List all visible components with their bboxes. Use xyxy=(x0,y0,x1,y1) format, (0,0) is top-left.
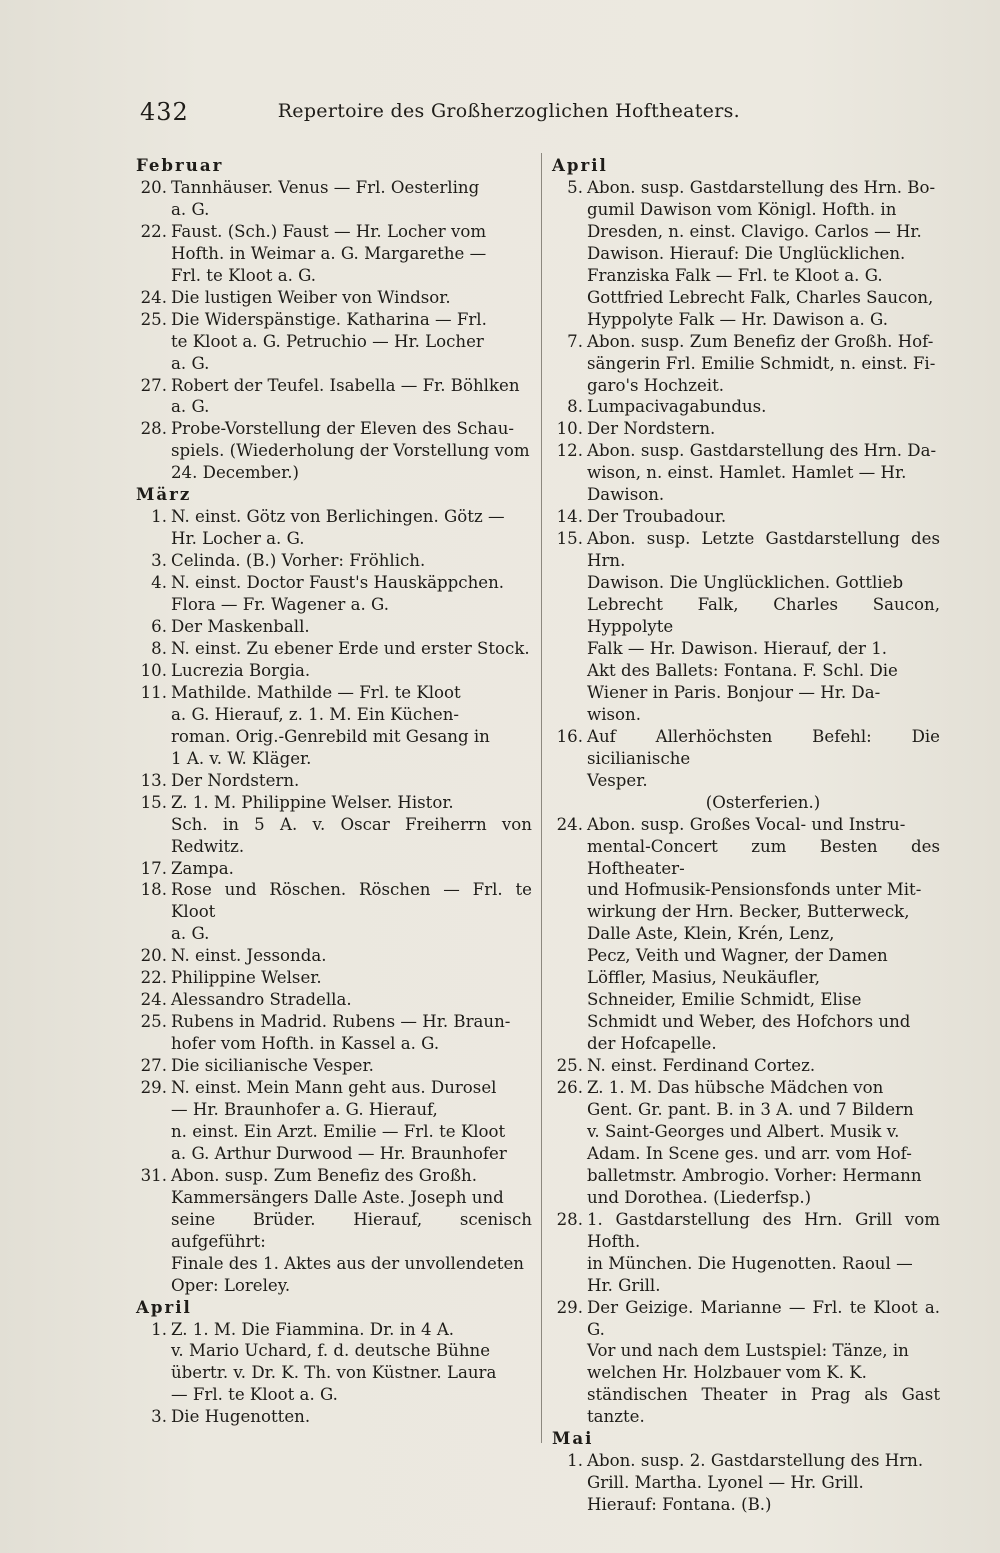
entry-line: Die lustigen Weiber von Windsor. xyxy=(171,287,451,307)
entry-line: Franziska Falk — Frl. te Kloot a. G. xyxy=(587,265,883,285)
entry-text xyxy=(171,1319,532,1407)
entry-line: v. Saint-Georges und Albert. Musik v. xyxy=(587,1121,900,1141)
entry-text xyxy=(171,879,532,945)
entry-line: Zampa. xyxy=(171,858,234,878)
entry-line: N. einst. Mein Mann geht aus. Durosel xyxy=(171,1078,497,1098)
repertoire-entry xyxy=(134,1077,532,1165)
entry-date: 4. xyxy=(151,573,167,593)
entry-line: — Hr. Braunhofer a. G. Hierauf, xyxy=(171,1099,438,1119)
entry-date: 1. xyxy=(567,1451,583,1471)
entry-date: 10. xyxy=(140,660,167,680)
entry-line: Hr. Grill. xyxy=(587,1275,661,1295)
entry-text xyxy=(171,858,532,880)
entry-line: wison, n. einst. Hamlet. Hamlet — Hr. xyxy=(587,463,907,483)
entry-line: Der Nordstern. xyxy=(171,770,300,790)
entry-line: 1. Gastdarstellung des Hrn. Grill vom Hofth. xyxy=(587,1209,940,1251)
entry-text xyxy=(587,440,940,506)
entry-line: Adam. In Scene ges. und arr. vom Hof- xyxy=(587,1143,912,1163)
entry-line: 1 A. v. W. Kläger. xyxy=(171,748,312,768)
entry-line: a. G. Arthur Durwood — Hr. Braunhofer xyxy=(171,1143,507,1163)
repertoire-entry xyxy=(134,1011,532,1055)
entry-line: Probe-Vorstellung der Eleven des Schau- xyxy=(171,419,515,439)
entry-line: und Hofmusik-Pensionsfonds unter Mit- xyxy=(587,880,922,900)
entry-date: 29. xyxy=(140,1078,167,1098)
right-column xyxy=(550,155,940,1516)
entry-line: Vor und nach dem Lustspiel: Tänze, in xyxy=(587,1341,909,1361)
repertoire-entry xyxy=(134,1319,532,1407)
entry-line: N. einst. Jessonda. xyxy=(171,946,327,966)
entry-line: Lebrecht Falk, Charles Saucon, Hyppolyte xyxy=(587,595,940,637)
entry-text xyxy=(171,660,532,682)
entry-line: Hr. Locher a. G. xyxy=(171,529,305,549)
entry-line: Der Maskenball. xyxy=(171,617,310,637)
entry-text xyxy=(171,550,532,572)
month-heading: Februar xyxy=(136,155,224,175)
entry-date: 6. xyxy=(151,617,167,637)
repertoire-entry xyxy=(134,375,532,419)
month-heading: April xyxy=(136,1296,192,1317)
entry-date: 25. xyxy=(140,309,167,329)
entry-date: 29. xyxy=(556,1297,583,1317)
entry-line: welchen Hr. Holzbauer vom K. K. xyxy=(587,1363,867,1383)
entry-date: 3. xyxy=(151,551,167,571)
entry-line: Lucrezia Borgia. xyxy=(171,660,311,680)
entry-date: 26. xyxy=(556,1078,583,1098)
entry-line: a. G. xyxy=(171,199,210,219)
entry-date: 11. xyxy=(140,682,167,702)
entry-date: 3. xyxy=(151,1407,167,1427)
running-title: Repertoire des Großherzoglichen Hoftheaters. xyxy=(277,100,740,122)
entry-date: 8. xyxy=(151,638,167,658)
entry-text xyxy=(171,967,532,989)
entry-line: Oper: Loreley. xyxy=(171,1275,291,1295)
entry-line: a. G. xyxy=(171,924,210,944)
entry-date: 18. xyxy=(140,880,167,900)
entry-date: 12. xyxy=(556,441,583,461)
entry-line: Akt des Ballets: Fontana. F. Schl. Die xyxy=(587,660,898,680)
repertoire-entry xyxy=(134,287,532,309)
entry-text xyxy=(587,1297,940,1429)
entry-line: Alessandro Stradella. xyxy=(171,990,352,1010)
entry-line: Die Widerspänstige. Katharina — Frl. xyxy=(171,309,487,329)
entry-line: Hyppolyte Falk — Hr. Dawison a. G. xyxy=(587,309,888,329)
entry-line: Rose und Röschen. Röschen — Frl. te Kloot xyxy=(171,880,532,922)
entry-date: 13. xyxy=(140,770,167,790)
month-heading: März xyxy=(136,484,192,505)
entry-line: Abon. susp. Zum Benefiz der Großh. Hof- xyxy=(587,331,934,351)
repertoire-entry xyxy=(134,989,532,1011)
entry-line: garo's Hochzeit. xyxy=(587,375,725,395)
entry-date: 24. xyxy=(556,814,583,834)
entry-text xyxy=(171,506,532,550)
repertoire-entry xyxy=(550,528,940,726)
entry-line: roman. Orig.-Genrebild mit Gesang in xyxy=(171,726,490,746)
repertoire-entry xyxy=(550,1450,940,1516)
entry-line: N. einst. Zu ebener Erde und erster Stock. xyxy=(171,638,530,658)
entry-line: v. Mario Uchard, f. d. deutsche Bühne xyxy=(171,1341,491,1361)
repertoire-entry xyxy=(550,440,940,506)
entry-date: 1. xyxy=(151,1319,167,1339)
entry-line: Schneider, Emilie Schmidt, Elise xyxy=(587,990,862,1010)
entry-date: 20. xyxy=(140,177,167,197)
entry-text xyxy=(171,375,532,419)
repertoire-entry xyxy=(134,177,532,221)
entry-date: 14. xyxy=(556,507,583,527)
entry-text xyxy=(171,682,532,770)
entry-line: Auf Allerhöchsten Befehl: Die sicilianische xyxy=(587,726,940,768)
entry-line: Frl. te Kloot a. G. xyxy=(171,265,317,285)
entry-text xyxy=(587,1209,940,1297)
month-heading: April xyxy=(552,155,608,175)
entry-date: 1. xyxy=(151,507,167,527)
entry-date: 25. xyxy=(556,1056,583,1076)
repertoire-entry xyxy=(550,396,940,418)
entry-text xyxy=(587,177,940,331)
repertoire-entry xyxy=(134,1055,532,1077)
entry-line: Hofth. in Weimar a. G. Margarethe — xyxy=(171,243,487,263)
entry-line: Celinda. (B.) Vorher: Fröhlich. xyxy=(171,551,426,571)
entry-text xyxy=(171,1165,532,1297)
entry-line: Abon. susp. Zum Benefiz des Großh. xyxy=(171,1165,478,1185)
entry-line: Abon. susp. 2. Gastdarstellung des Hrn. xyxy=(587,1451,924,1471)
entry-line: Dawison. Die Unglücklichen. Gottlieb xyxy=(587,573,904,593)
entry-date: 24. xyxy=(140,990,167,1010)
repertoire-entry xyxy=(550,814,940,1055)
entry-line: Pecz, Veith und Wagner, der Damen xyxy=(587,946,888,966)
repertoire-entry xyxy=(134,221,532,287)
repertoire-entry xyxy=(134,550,532,572)
entry-line: — Frl. te Kloot a. G. xyxy=(171,1385,338,1405)
repertoire-entry xyxy=(550,1209,940,1297)
entry-line: N. einst. Götz von Berlichingen. Götz — xyxy=(171,507,505,527)
entry-line: ständischen Theater in Prag als Gast tanzte. xyxy=(587,1385,940,1427)
repertoire-entry xyxy=(134,638,532,660)
entry-line: Abon. susp. Großes Vocal- und Instru- xyxy=(587,814,906,834)
entry-line: N. einst. Doctor Faust's Hauskäppchen. xyxy=(171,573,505,593)
entry-text xyxy=(171,418,532,484)
repertoire-entry xyxy=(550,1055,940,1077)
entry-date: 25. xyxy=(140,1012,167,1032)
entry-line: und Dorothea. (Liederfsp.) xyxy=(587,1187,812,1207)
entry-text xyxy=(587,814,940,1055)
entry-date: 7. xyxy=(567,331,583,351)
entry-text xyxy=(587,726,940,792)
entry-line: te Kloot a. G. Petruchio — Hr. Locher xyxy=(171,331,484,351)
entry-text xyxy=(171,989,532,1011)
entry-line: Mathilde. Mathilde — Frl. te Kloot xyxy=(171,682,461,702)
entry-text xyxy=(587,331,940,397)
entry-line: Dawison. xyxy=(587,485,665,505)
entry-line: Gent. Gr. pant. B. in 3 A. und 7 Bildern xyxy=(587,1099,914,1119)
entry-date: 16. xyxy=(556,726,583,746)
entry-line: Robert der Teufel. Isabella — Fr. Böhlken xyxy=(171,375,520,395)
entry-line: Abon. susp. Letzte Gastdarstellung des Hrn. xyxy=(587,529,940,571)
month-heading: Mai xyxy=(552,1428,594,1449)
entry-line: in München. Die Hugenotten. Raoul — xyxy=(587,1253,913,1273)
entry-line: a. G. xyxy=(171,397,210,417)
entry-line: Wiener in Paris. Bonjour — Hr. Da- xyxy=(587,682,881,702)
entry-text xyxy=(587,506,940,528)
entry-line: Die Hugenotten. xyxy=(171,1407,311,1427)
entry-line: N. einst. Ferdinand Cortez. xyxy=(587,1056,816,1076)
entry-date: 27. xyxy=(140,1056,167,1076)
entry-date: 28. xyxy=(556,1209,583,1229)
repertoire-entry xyxy=(134,572,532,616)
entry-text xyxy=(171,1077,532,1165)
entry-line: Philippine Welser. xyxy=(171,968,322,988)
entry-text xyxy=(587,418,940,440)
repertoire-entry xyxy=(134,967,532,989)
entry-line: übertr. v. Dr. K. Th. von Küstner. Laura xyxy=(171,1363,497,1383)
repertoire-entry xyxy=(550,726,940,792)
repertoire-entry xyxy=(550,1297,940,1429)
entry-text xyxy=(171,1011,532,1055)
entry-line: Gottfried Lebrecht Falk, Charles Saucon, xyxy=(587,287,934,307)
entry-line: Kammersängers Dalle Aste. Joseph und xyxy=(171,1187,504,1207)
repertoire-entry xyxy=(134,660,532,682)
entry-date: 15. xyxy=(140,792,167,812)
section-note: (Osterferien.) xyxy=(705,792,821,812)
repertoire-entry xyxy=(550,418,940,440)
entry-text xyxy=(171,616,532,638)
repertoire-entry xyxy=(134,858,532,880)
entry-line: der Hofcapelle. xyxy=(587,1034,717,1054)
entry-line: Abon. susp. Gastdarstellung des Hrn. Da- xyxy=(587,441,937,461)
entry-text xyxy=(171,1406,532,1428)
entry-text xyxy=(587,528,940,726)
entry-date: 27. xyxy=(140,375,167,395)
repertoire-entry xyxy=(550,506,940,528)
entry-line: a. G. xyxy=(171,353,210,373)
entry-date: 8. xyxy=(567,397,583,417)
entry-date: 20. xyxy=(140,946,167,966)
entry-line: Z. 1. M. Die Fiammina. Dr. in 4 A. xyxy=(171,1319,455,1339)
entry-line: wison. xyxy=(587,704,641,724)
entry-line: Grill. Martha. Lyonel — Hr. Grill. xyxy=(587,1473,864,1493)
entry-text xyxy=(587,396,940,418)
repertoire-entry xyxy=(134,945,532,967)
entry-text xyxy=(171,221,532,287)
entry-line: Der Nordstern. xyxy=(587,419,716,439)
repertoire-entry xyxy=(550,331,940,397)
entry-line: Rubens in Madrid. Rubens — Hr. Braun- xyxy=(171,1012,511,1032)
repertoire-entry xyxy=(134,1165,532,1297)
entry-line: 24. December.) xyxy=(171,463,299,483)
repertoire-entry xyxy=(550,177,940,331)
entry-line: Der Geizige. Marianne — Frl. te Kloot a. G. xyxy=(587,1297,940,1339)
entry-text xyxy=(171,177,532,221)
entry-line: Der Troubadour. xyxy=(587,507,727,527)
entry-text xyxy=(171,792,532,858)
entry-line: n. einst. Ein Arzt. Emilie — Frl. te Kloot xyxy=(171,1121,506,1141)
entry-text xyxy=(171,945,532,967)
entry-text xyxy=(171,770,532,792)
entry-line: hofer vom Hofth. in Kassel a. G. xyxy=(171,1034,440,1054)
entry-text xyxy=(587,1055,940,1077)
repertoire-entry xyxy=(134,506,532,550)
entry-line: Sch. in 5 A. v. Oscar Freiherrn von Redwitz. xyxy=(171,814,532,856)
entry-line: Schmidt und Weber, des Hofchors und xyxy=(587,1012,911,1032)
entry-line: a. G. Hierauf, z. 1. M. Ein Küchen- xyxy=(171,704,459,724)
page-header xyxy=(140,98,740,138)
entry-text xyxy=(171,638,532,660)
entry-text xyxy=(171,309,532,375)
repertoire-entry xyxy=(134,309,532,375)
entry-date: 5. xyxy=(567,177,583,197)
repertoire-entry xyxy=(134,792,532,858)
entry-line: Z. 1. M. Das hübsche Mädchen von xyxy=(587,1078,884,1098)
repertoire-entry xyxy=(134,1406,532,1428)
left-column xyxy=(134,155,532,1428)
entry-line: Dawison. Hierauf: Die Unglücklichen. xyxy=(587,243,906,263)
entry-line: mental-Concert zum Besten des Hoftheater- xyxy=(587,836,940,878)
entry-line: seine Brüder. Hierauf, scenisch aufgeführt: xyxy=(171,1209,532,1251)
entry-text xyxy=(171,1055,532,1077)
entry-line: Tannhäuser. Venus — Frl. Oesterling xyxy=(171,177,480,197)
entry-line: wirkung der Hrn. Becker, Butterweck, xyxy=(587,902,910,922)
entry-line: Z. 1. M. Philippine Welser. Histor. xyxy=(171,792,454,812)
entry-line: Dresden, n. einst. Clavigo. Carlos — Hr. xyxy=(587,221,922,241)
entry-line: Löffler, Masius, Neukäufler, xyxy=(587,968,820,988)
entry-line: Dalle Aste, Klein, Krén, Lenz, xyxy=(587,924,835,944)
entry-line: Flora — Fr. Wagener a. G. xyxy=(171,595,389,615)
column-divider xyxy=(541,153,542,1443)
entry-line: balletmstr. Ambrogio. Vorher: Hermann xyxy=(587,1165,922,1185)
repertoire-entry xyxy=(134,770,532,792)
entry-date: 22. xyxy=(140,221,167,241)
entry-line: Abon. susp. Gastdarstellung des Hrn. Bo- xyxy=(587,177,936,197)
entry-date: 15. xyxy=(556,529,583,549)
repertoire-entry xyxy=(134,682,532,770)
entry-date: 31. xyxy=(140,1165,167,1185)
entry-text xyxy=(587,1450,940,1516)
entry-line: Faust. (Sch.) Faust — Hr. Locher vom xyxy=(171,221,487,241)
entry-date: 28. xyxy=(140,419,167,439)
entry-date: 22. xyxy=(140,968,167,988)
page-number: 432 xyxy=(140,98,189,126)
entry-date: 10. xyxy=(556,419,583,439)
repertoire-entry xyxy=(134,616,532,638)
entry-line: Vesper. xyxy=(587,770,648,790)
entry-line: Hierauf: Fontana. (B.) xyxy=(587,1495,772,1515)
entry-line: gumil Dawison vom Königl. Hofth. in xyxy=(587,199,897,219)
repertoire-entry xyxy=(134,879,532,945)
entry-date: 17. xyxy=(140,858,167,878)
entry-line: Falk — Hr. Dawison. Hierauf, der 1. xyxy=(587,638,888,658)
entry-line: sängerin Frl. Emilie Schmidt, n. einst. Fi- xyxy=(587,353,936,373)
entry-line: Finale des 1. Aktes aus der unvollendeten xyxy=(171,1253,524,1273)
repertoire-entry xyxy=(550,1077,940,1209)
entry-line: spiels. (Wiederholung der Vorstellung vom xyxy=(171,441,530,461)
entry-line: Lumpacivagabundus. xyxy=(587,397,767,417)
entry-date: 24. xyxy=(140,287,167,307)
entry-text xyxy=(587,1077,940,1209)
entry-line: Die sicilianische Vesper. xyxy=(171,1056,374,1076)
entry-text xyxy=(171,287,532,309)
entry-text xyxy=(171,572,532,616)
repertoire-entry xyxy=(134,418,532,484)
